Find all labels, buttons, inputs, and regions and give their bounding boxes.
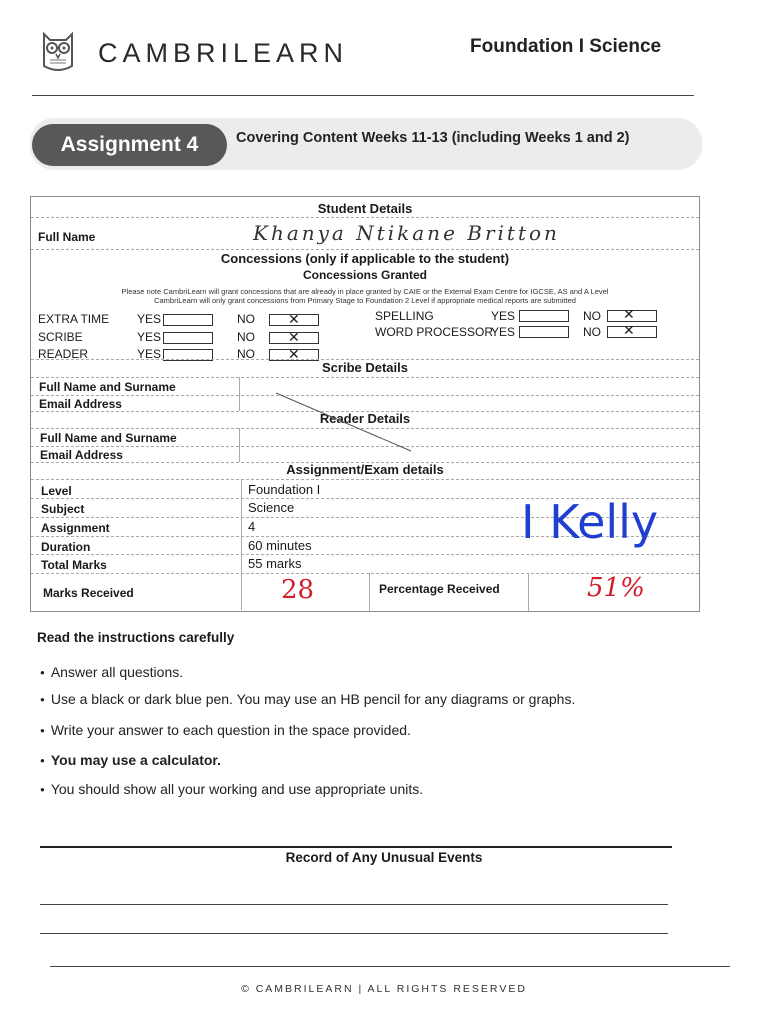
concession-label-reader: READER <box>38 347 89 361</box>
assignment-covering: Covering Content Weeks 11-13 (including Weeks 1 and 2) <box>236 130 630 146</box>
concessions-subtitle: Concessions Granted <box>302 268 428 282</box>
assignment-value: 4 <box>248 519 256 534</box>
full-name-label: Full Name <box>38 230 96 244</box>
scribe-name-label: Full Name and Surname <box>39 380 176 394</box>
instruction-item: ● Answer all questions. <box>40 664 183 680</box>
reader-no-mark: ✕ <box>288 346 300 362</box>
total-marks-value: 55 marks <box>248 556 302 571</box>
concession-yes-label: YES <box>491 309 516 323</box>
percentage-received-value[interactable]: 51% <box>587 573 645 603</box>
subject-value: Science <box>248 500 295 515</box>
reader-name-label: Full Name and Surname <box>40 431 177 445</box>
level-value: Foundation I <box>248 482 321 497</box>
duration-label: Duration <box>41 540 91 554</box>
scribe-no-mark: ✕ <box>288 329 300 345</box>
level-label: Level <box>41 484 72 498</box>
concession-label-extra-time: EXTRA TIME <box>38 312 110 326</box>
instruction-item: ● You may use a calculator. <box>40 752 221 768</box>
concession-no-label: NO <box>237 347 255 361</box>
marks-received-value[interactable]: 28 <box>281 575 315 605</box>
brand-name: CAMBRILEARN <box>98 38 349 68</box>
extra-time-no-mark: ✕ <box>288 311 300 327</box>
concession-no-label: NO <box>237 312 255 326</box>
record-top-divider <box>40 846 672 848</box>
assignment-label: Assignment <box>41 521 110 535</box>
concession-yes-label: YES <box>137 312 162 326</box>
record-title: Record of Any Unusual Events <box>285 850 483 865</box>
scribe-details-title: Scribe Details <box>322 360 408 375</box>
duration-value: 60 minutes <box>248 538 312 553</box>
owl-icon <box>38 30 78 76</box>
concession-label-spelling: SPELLING <box>375 309 434 323</box>
reader-details-title: Reader Details <box>319 411 411 426</box>
concession-yes-label: YES <box>137 330 162 344</box>
instruction-item: ● Use a black or dark blue pen. You may use an HB pencil for any diagrams or graphs. <box>40 691 575 707</box>
concession-label-scribe: SCRIBE <box>38 330 83 344</box>
word-processor-no-mark: ✕ <box>623 322 635 338</box>
instruction-item: ● Write your answer to each question in the space provided. <box>40 722 411 738</box>
concession-label-word-processor: WORD PROCESSOR <box>375 325 494 339</box>
full-name-value[interactable]: Khanya Ntikane Britton <box>253 221 560 245</box>
exam-details-title: Assignment/Exam details <box>286 462 444 477</box>
footer-divider <box>50 966 730 967</box>
percentage-received-label: Percentage Received <box>379 582 500 596</box>
course-title: Foundation I Science <box>470 36 662 57</box>
concession-no-label: NO <box>583 325 601 339</box>
assignment-badge: Assignment 4 <box>32 124 227 166</box>
subject-label: Subject <box>41 502 85 516</box>
concessions-title: Concessions (only if applicable to the student) <box>220 251 510 266</box>
student-details-title: Student Details <box>317 201 413 216</box>
spelling-no-mark: ✕ <box>623 306 635 322</box>
marker-signature: I Kelly <box>521 495 659 549</box>
scribe-email-label: Email Address <box>39 397 122 411</box>
reader-email-label: Email Address <box>40 448 123 462</box>
marks-received-label: Marks Received <box>43 586 134 600</box>
total-marks-label: Total Marks <box>41 558 107 572</box>
concession-no-label: NO <box>583 309 601 323</box>
concessions-note-1: Please note CambriLearn will grant concessions that are already in place granted by CAIE or the External Exam Centre for IGCSE, AS and A Level <box>121 287 609 296</box>
header-divider <box>32 95 694 96</box>
record-line[interactable] <box>40 933 668 934</box>
copyright-footer: © CAMBRILEARN | ALL RIGHTS RESERVED <box>241 983 527 995</box>
student-form <box>30 196 700 612</box>
instruction-item: ● You should show all your working and use appropriate units. <box>40 781 423 797</box>
concession-no-label: NO <box>237 330 255 344</box>
concession-yes-label: YES <box>491 325 516 339</box>
concessions-note-2: CambriLearn will only grant concessions from Primary Stage to Foundation 2 Level if appropriate medical reports are submitted <box>154 296 576 305</box>
concession-yes-label: YES <box>137 347 162 361</box>
instructions-title: Read the instructions carefully <box>37 630 235 645</box>
record-line[interactable] <box>40 904 668 905</box>
